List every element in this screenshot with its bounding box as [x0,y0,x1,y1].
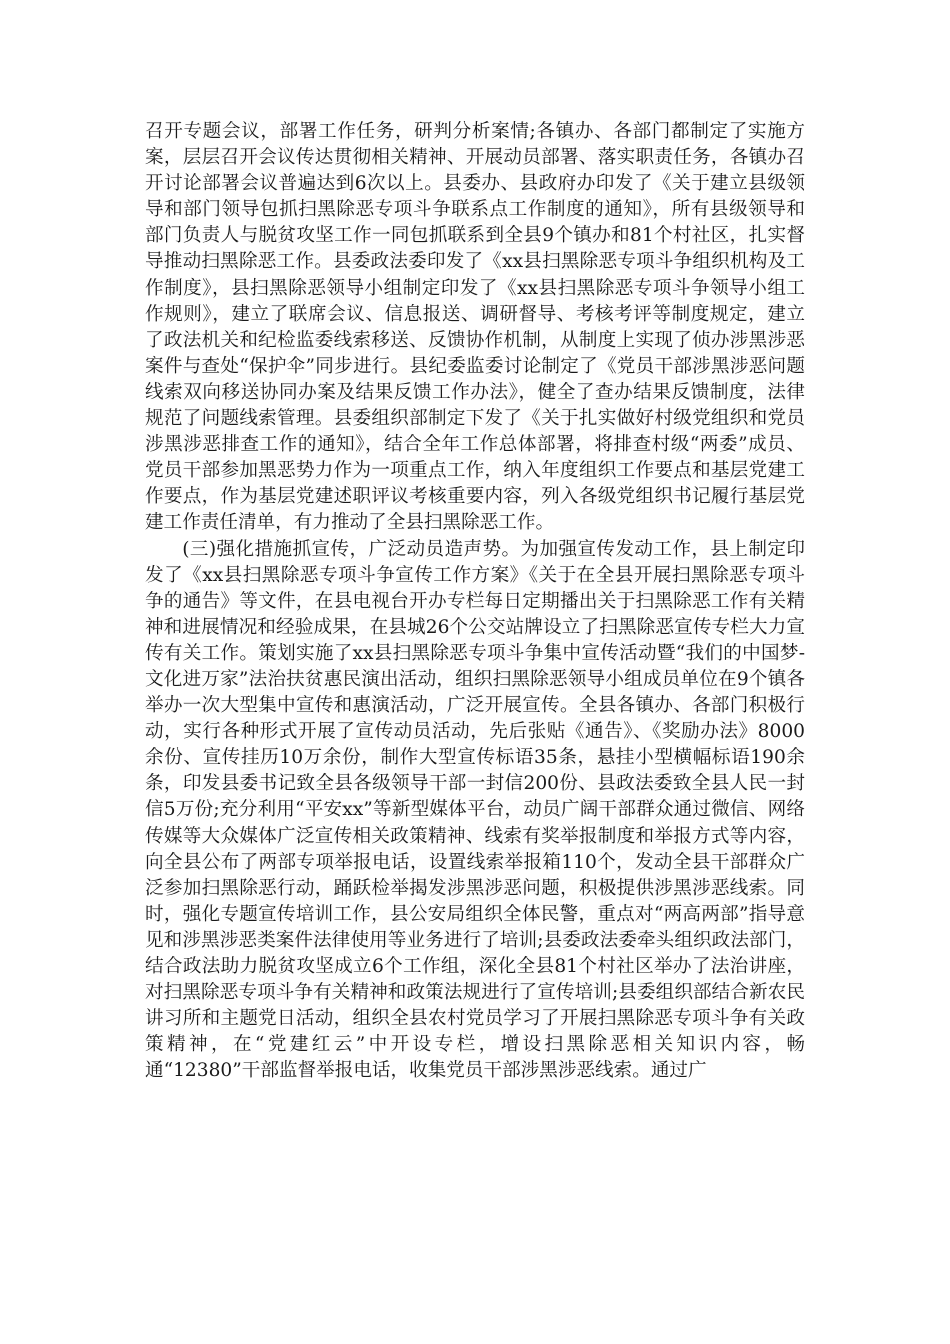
paragraph-publicity-measures: (三)强化措施抓宣传，广泛动员造声势。为加强宣传发动工作，县上制定印发了《xx县扫黑除恶专项斗争宣传工作方案》《关于在全县开展扫黑除恶专项斗争的通告》等文件，在县电视台开办专栏每日定期播出关于扫黑除恶工作有关精神和进展情况和经验成果，在县城26个公交站牌设立了扫黑除恶宣传专栏大力宣传有关工作。策划实施了xx县扫黑除恶专项斗争集中宣传活动暨“我们的中国梦-文化进万家”法治扶贫惠民演出活动，组织扫黑除恶领导小组成员单位在9个镇各举办一次大型集中宣传和惠演活动，广泛开展宣传。全县各镇办、各部门积极行动，实行各种形式开展了宣传动员活动，先后张贴《通告》、《奖励办法》8000余份、宣传挂历10万余份，制作大型宣传标语35条，悬挂小型横幅标语190余条，印发县委书记致全县各级领导干部一封信200份、县政法委致全县人民一封信5万份;充分利用“平安xx”等新型媒体平台，动员广阔干部群众通过微信、网络传媒等大众媒体广泛宣传相关政策精神、线索有奖举报制度和举报方式等内容，向全县公布了两部专项举报电话，设置线索举报箱110个，发动全县干部群众广泛参加扫黑除恶行动，踊跃检举揭发涉黑涉恶问题，积极提供涉黑涉恶线索。同时，强化专题宣传培训工作，县公安局组织全体民警，重点对“两高两部”指导意见和涉黑涉恶类案件法律使用等业务进行了培训;县委政法委牵头组织政法部门，结合政法助力脱贫攻坚成立6个工作组，深化全县81个村社区举办了法治讲座，对扫黑除恶专项斗争有关精神和政策法规进行了宣传培训;县委组织部结合新农民讲习所和主题党日活动，组织全县农村党员学习了开展扫黑除恶专项斗争有关政策精神，在“党建红云”中开设专栏，增设扫黑除恶相关知识内容，畅通“12380”干部监督举报电话，收集党员干部涉黑涉恶线索。通过广 [145,538,805,1082]
document-page [145,119,805,1084]
paragraph-leadership-system: 召开专题会议，部署工作任务，研判分析案情;各镇办、各部门都制定了实施方案，层层召开会议传达贯彻相关精神、开展动员部署、落实职责任务，各镇办召开讨论部署会议普遍达到6次以上。县委办、县政府办印发了《关于建立县级领导和部门领导包抓扫黑除恶专项斗争联系点工作制度的通知》，所有县级领导和部门负责人与脱贫攻坚工作一同包抓联系到全县9个镇办和81个村社区，扎实督导推动扫黑除恶工作。县委政法委印发了《xx县扫黑除恶专项斗争组织机构及工作制度》，县扫黑除恶领导小组制定印发了《xx县扫黑除恶专项斗争领导小组工作规则》，建立了联席会议、信息报送、调研督导、考核考评等制度规定，建立了政法机关和纪检监委线索移送、反馈协作机制，从制度上实现了侦办涉黑涉恶案件与查处“保护伞”同步进行。县纪委监委讨论制定了《党员干部涉黑涉恶问题线索双向移送协同办案及结果反馈工作办法》，健全了查办结果反馈制度，法律规范了问题线索管理。县委组织部制定下发了《关于扎实做好村级党组织和党员涉黑涉恶排查工作的通知》，结合全年工作总体部署，将排查村级“两委”成员、党员干部参加黑恶势力作为一项重点工作，纳入年度组织工作要点和基层党建工作要点，作为基层党建述职评议考核重要内容，列入各级党组织书记履行基层党建工作责任清单，有力推动了全县扫黑除恶工作。 [145,121,805,534]
